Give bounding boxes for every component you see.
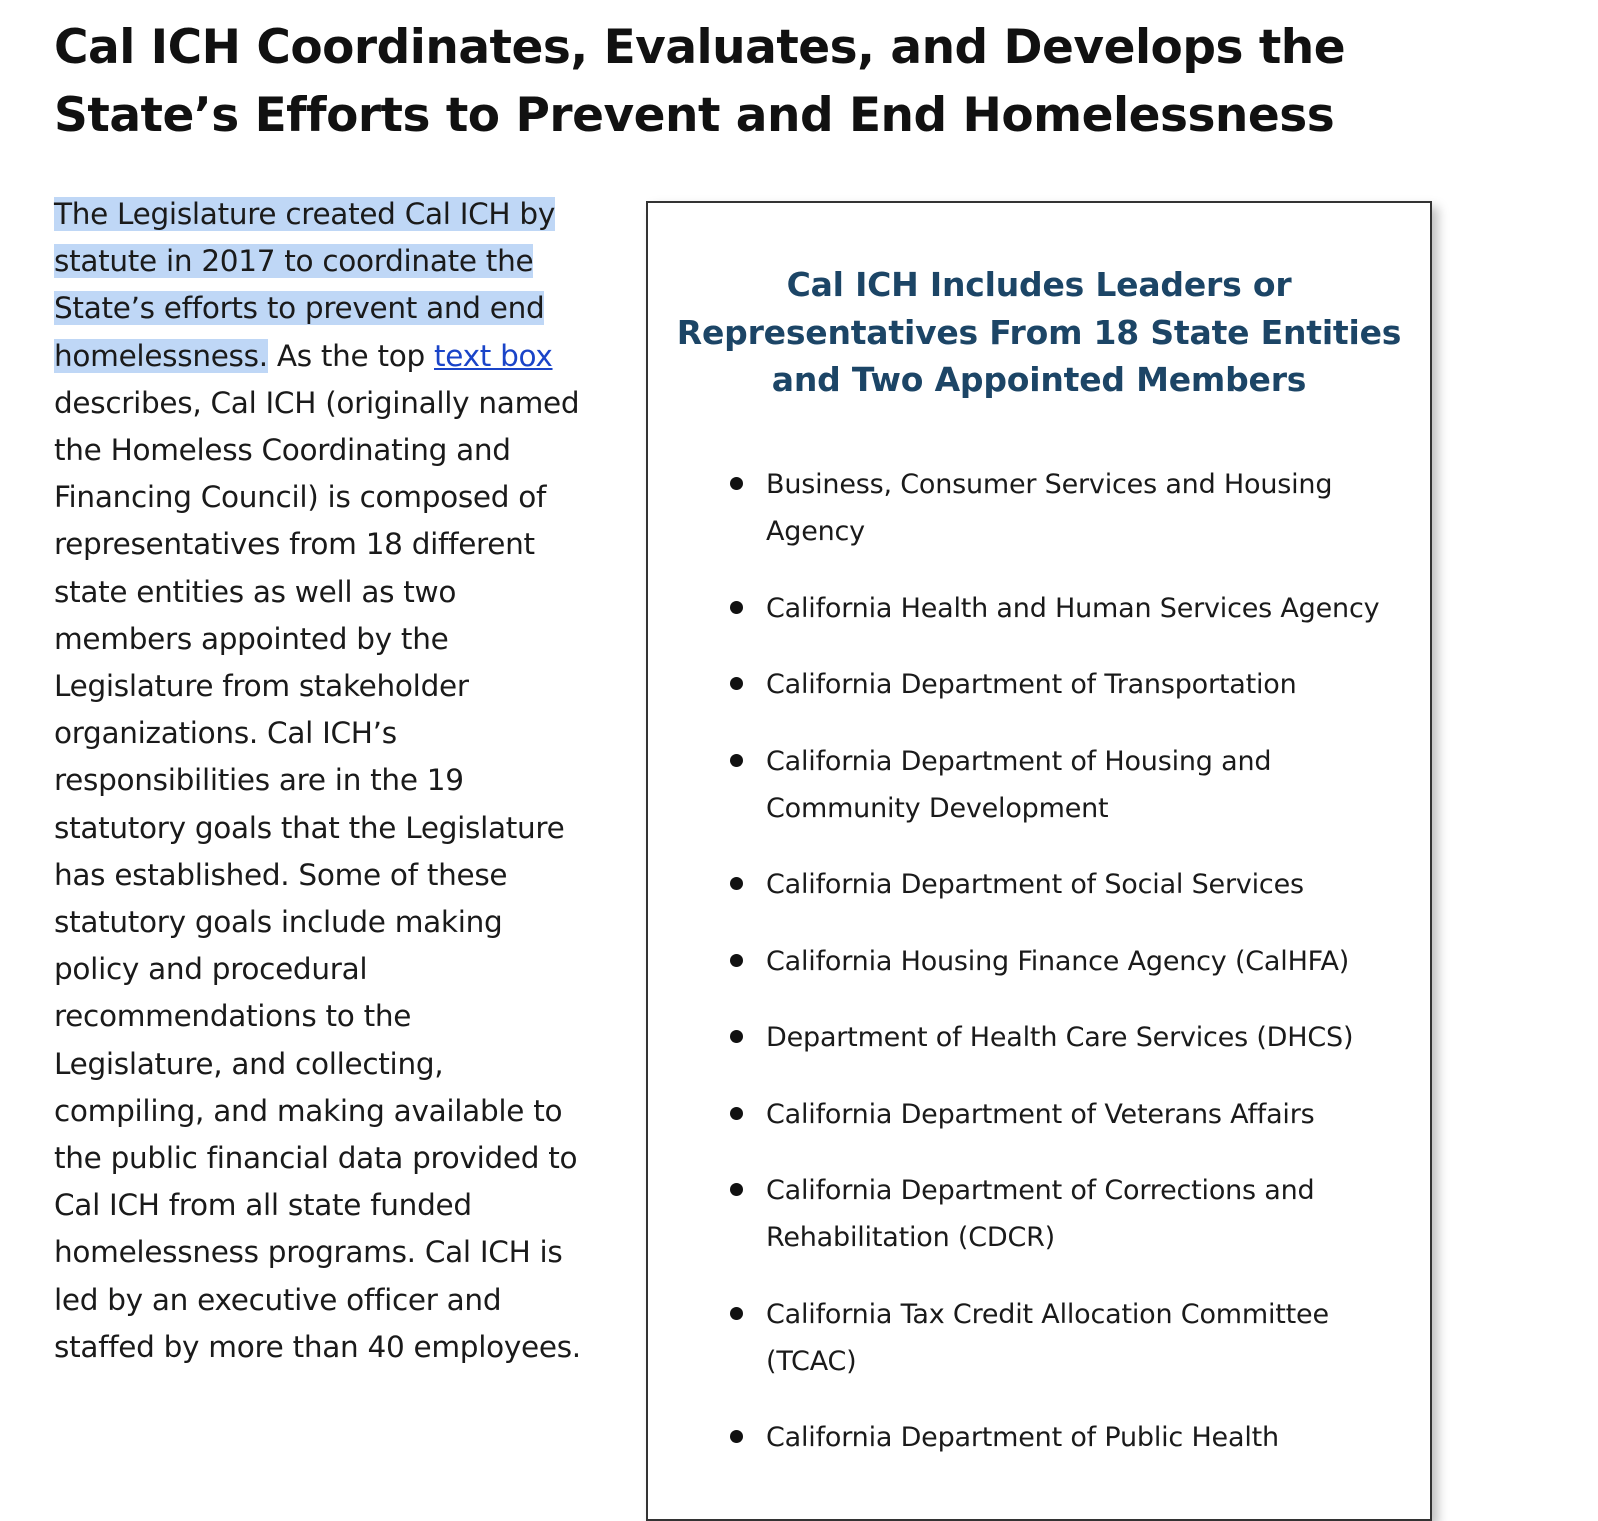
list-item-line-1: California Housing Finance Agency (CalHFA)	[766, 945, 1350, 977]
entity-list	[648, 461, 1430, 1491]
sidebar-text-box	[646, 201, 1432, 1521]
body-paragraph	[54, 191, 584, 1371]
list-item-line-2: (TCAC)	[766, 1345, 857, 1377]
list-item	[648, 461, 1430, 555]
page-title-line-1: Cal ICH Coordinates, Evaluates, and Develops the	[54, 20, 1346, 75]
selected-text[interactable]: The Legislature created Cal ICH by statute in 2017 to coordinate the State’s efforts to prevent and end homelessness.	[54, 197, 555, 373]
page-title	[54, 14, 1454, 150]
sidebar-title-line-3: and Two Appointed Members	[771, 360, 1307, 399]
bullet-icon	[730, 877, 743, 890]
list-item-line-1: Department of Health Care Services (DHCS)	[766, 1022, 1354, 1053]
sidebar-title-line-2: Representatives From 18 State Entities	[676, 312, 1402, 352]
bullet-icon	[730, 754, 743, 767]
bullet-icon	[730, 677, 743, 690]
body-text-post-link: describes, Cal ICH (originally named the Homeless Coordinating and Financing Council) is composed of representatives from 18 different state entities as well as two members appointed by the Legislature from stakeholder organizations. Cal ICH’s responsibilities are in the 19 statutory goals that the Legislature has established. Some of these statutory goals include making policy and procedural recommendations to the Legislature, and collecting, compiling, and making available to the public financial data provided to Cal ICH from all state funded homelessness programs. Cal ICH is led by an executive officer and staffed by more than 40 employees.	[54, 385, 581, 1364]
bullet-icon	[730, 601, 743, 614]
list-item	[648, 1414, 1430, 1461]
bullet-icon	[730, 1107, 743, 1120]
sidebar-title-line-1: Cal ICH Includes Leaders or	[786, 265, 1292, 304]
list-item	[648, 938, 1430, 985]
bullet-icon	[730, 1030, 743, 1043]
list-item	[648, 661, 1430, 708]
bullet-icon	[730, 1430, 743, 1443]
list-item	[648, 585, 1430, 632]
bullet-icon	[730, 477, 743, 490]
list-item	[648, 1167, 1430, 1261]
bullet-icon	[730, 1307, 743, 1320]
list-item-line-1: California Department of Veterans Affairs	[766, 1098, 1315, 1130]
bullet-icon	[730, 1183, 743, 1196]
list-item-line-1: California Department of Housing and	[766, 745, 1272, 777]
list-item-line-2: Community Development	[766, 792, 1109, 824]
list-item-line-1: California Department of Public Health	[766, 1422, 1279, 1453]
list-item-line-1: California Department of Transportation	[766, 669, 1297, 700]
list-item	[648, 1014, 1430, 1061]
bullet-icon	[730, 954, 743, 967]
list-item	[648, 1091, 1430, 1138]
list-item-line-1: Business, Consumer Services and Housing	[766, 469, 1333, 500]
body-text-pre-link: As the top	[267, 338, 434, 373]
list-item-line-1: California Tax Credit Allocation Committee	[766, 1298, 1329, 1330]
list-item-line-2: Rehabilitation (CDCR)	[766, 1222, 1056, 1253]
list-item-line-1: California Health and Human Services Agency	[766, 592, 1380, 624]
sidebar-title	[648, 203, 1430, 404]
text-box-link[interactable]: text box	[434, 338, 553, 373]
list-item-line-1: California Department of Social Services	[766, 869, 1304, 900]
list-item-line-1: California Department of Corrections and	[766, 1175, 1315, 1206]
list-item	[648, 738, 1430, 832]
list-item	[648, 861, 1430, 908]
list-item	[648, 1291, 1430, 1385]
list-item-line-2: Agency	[766, 516, 865, 547]
page-title-line-2: State’s Efforts to Prevent and End Homelessness	[54, 88, 1335, 143]
